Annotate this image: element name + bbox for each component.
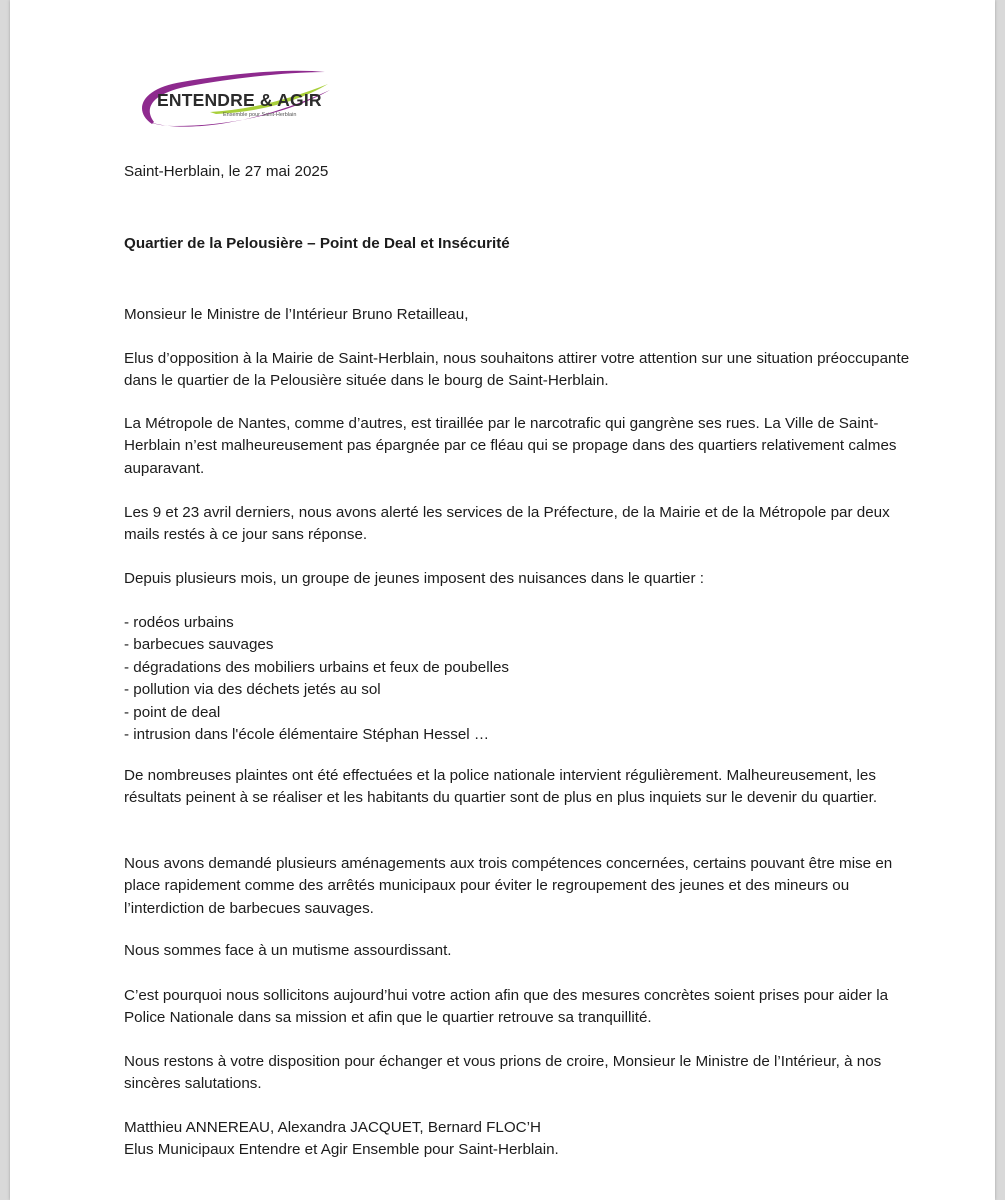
- list-item: - barbecues sauvages: [124, 636, 274, 654]
- letter-page: [10, 0, 995, 1200]
- list-item: - dégradations des mobiliers urbains et feux de poubelles: [124, 658, 509, 676]
- signatories: Matthieu ANNEREAU, Alexandra JACQUET, Bernard FLOC’H: [124, 1119, 541, 1136]
- nuisance-list: [124, 612, 924, 746]
- date-line: Saint-Herblain, le 27 mai 2025: [124, 163, 329, 180]
- logo-subtitle: Ensemble pour Saint-Herblain: [223, 112, 297, 118]
- paragraph-5: De nombreuses plaintes ont été effectuées et la police nationale intervient régulièrement. Malheureusement, les résultats peinent à se réaliser et les habitants du quartier sont de plus en plus inquiets sur le devenir du quartier.: [124, 767, 878, 807]
- paragraph-4: Depuis plusieurs mois, un groupe de jeunes imposent des nuisances dans le quartier :: [124, 570, 704, 587]
- list-item: - rodéos urbains: [124, 614, 234, 631]
- paragraph-7: Nous sommes face à un mutisme assourdissant.: [124, 942, 452, 959]
- paragraph-8: C’est pourquoi nous sollicitons aujourd’hui votre action afin que des mesures concrètes soient prises pour aider la Police Nationale dans sa mission et afin que le quartier retrouve sa tranquillité.: [124, 987, 889, 1027]
- list-item: - pollution via des déchets jetés au sol: [124, 681, 381, 699]
- logo-title: ENTENDRE & AGIR: [157, 90, 322, 110]
- signature-group: Elus Municipaux Entendre et Agir Ensemble pour Saint-Herblain.: [124, 1141, 559, 1158]
- salutation: Monsieur le Ministre de l’Intérieur Bruno Retailleau,: [124, 306, 469, 323]
- list-item: - intrusion dans l'école élémentaire Stéphan Hessel …: [124, 726, 490, 744]
- paragraph-2: La Métropole de Nantes, comme d’autres, est tiraillée par le narcotrafic qui gangrène ses rues. La Ville de Saint-Herblain n’est malheureusement pas épargnée par ce fléau qui se propage dans des quartiers relativement calmes auparavant.: [124, 415, 897, 477]
- letter-subject: Quartier de la Pelousière – Point de Deal et Insécurité: [124, 235, 510, 252]
- party-logo: [138, 66, 333, 132]
- paragraph-1: Elus d’opposition à la Mairie de Saint-Herblain, nous souhaitons attirer votre attention sur une situation préoccupante dans le quartier de la Pelousière située dans le bourg de Saint-Herblain.: [124, 350, 910, 390]
- paragraph-6: Nous avons demandé plusieurs aménagements aux trois compétences concernées, certains pouvant être mise en place rapidement comme des arrêtés municipaux pour éviter le regroupement des jeunes et des mineurs ou l’interdiction de barbecues sauvages.: [124, 855, 893, 917]
- paragraph-3: Les 9 et 23 avril derniers, nous avons alerté les services de la Préfecture, de la Mairie et de la Métropole par deux mails restés à ce jour sans réponse.: [124, 504, 890, 544]
- paragraph-9: Nous restons à votre disposition pour échanger et vous prions de croire, Monsieur le Ministre de l’Intérieur, à nos sincères salutations.: [124, 1053, 882, 1093]
- list-item: - point de deal: [124, 703, 221, 721]
